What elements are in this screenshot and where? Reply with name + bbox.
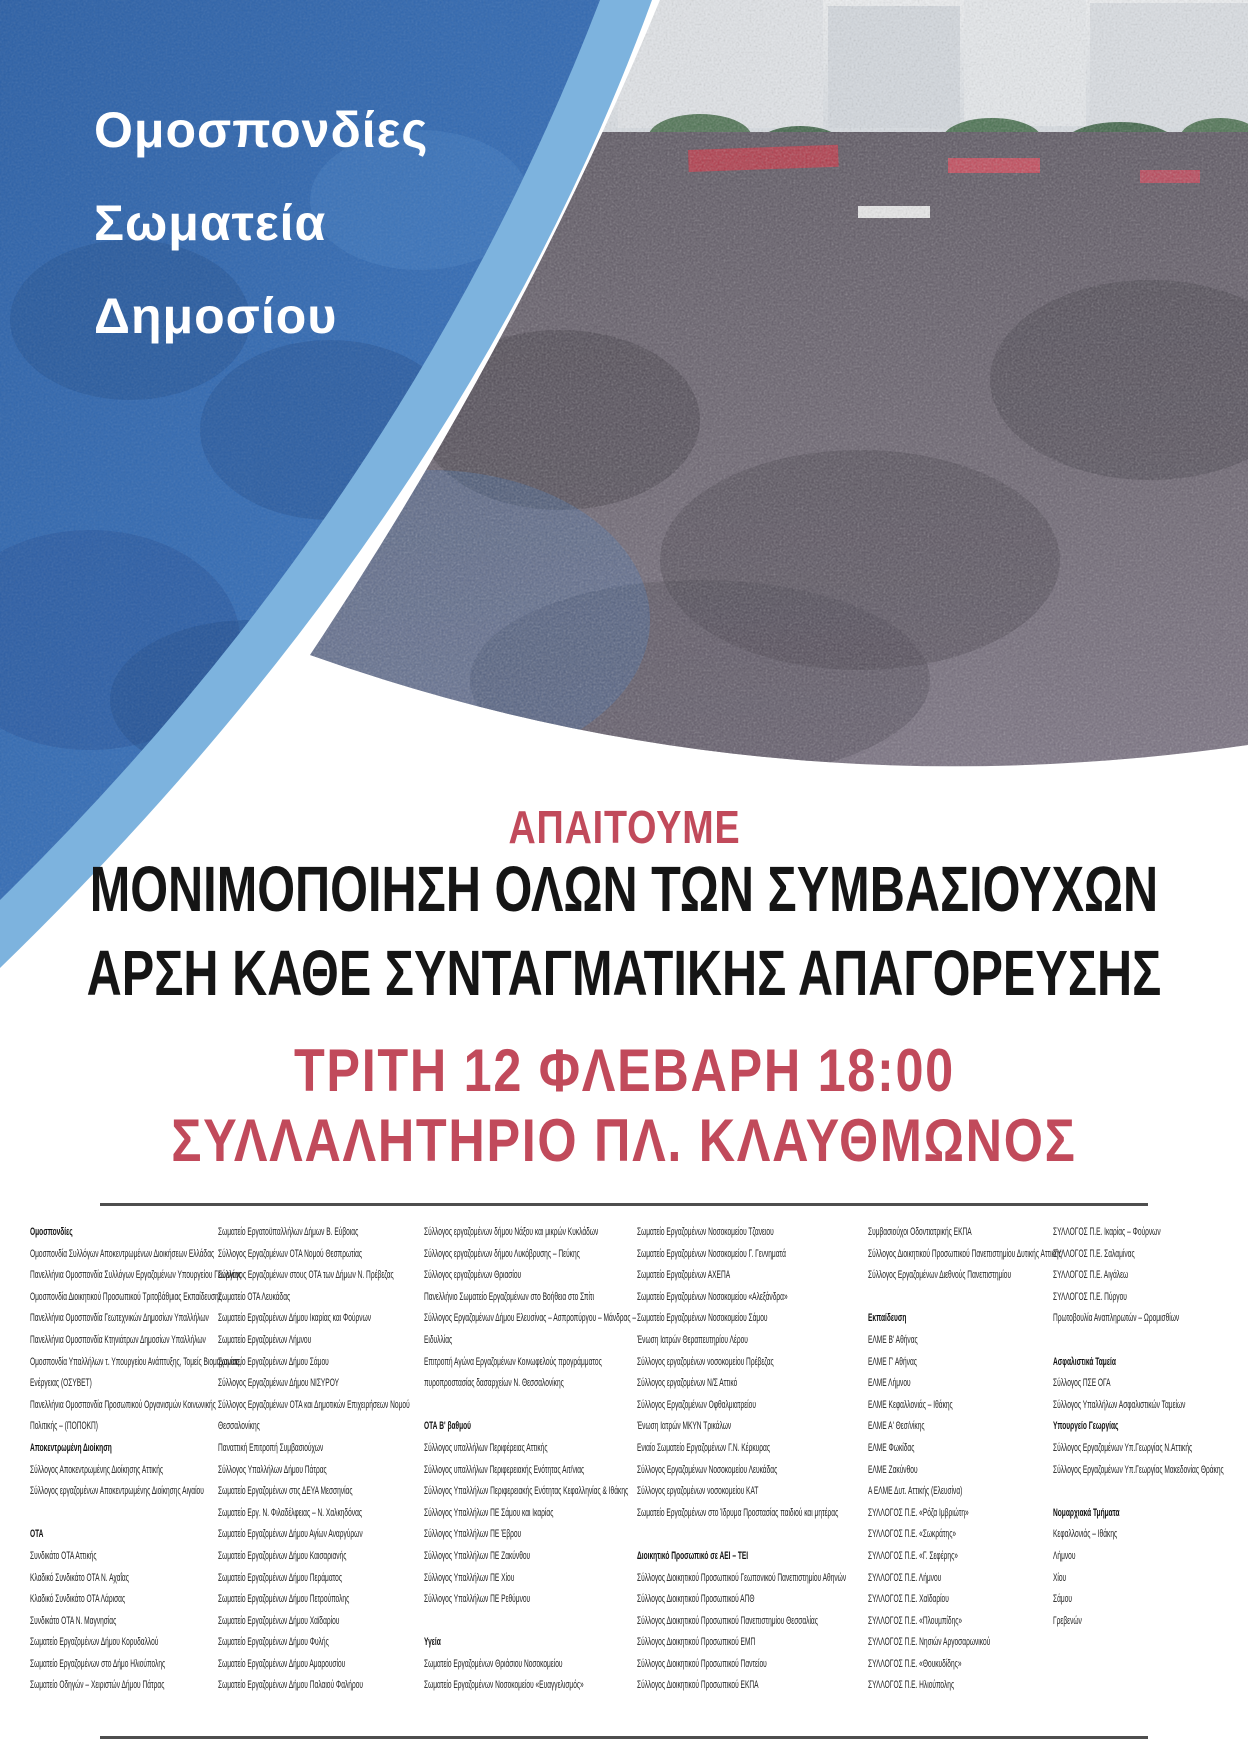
signatory-item: ΣΥΛΛΟΓΟΣ Π.Ε. Χαϊδαρίου bbox=[868, 1593, 949, 1606]
signatory-item: Σύλλογος εργαζομένων δήμου Λυκόβρυσης – Πεύκης bbox=[424, 1247, 580, 1260]
signatory-group-header: Νομαρχιακά Τμήματα bbox=[1053, 1506, 1120, 1519]
brand-line-2: Σωματεία bbox=[94, 195, 327, 251]
signatory-item: Επιτροπή Αγώνα Εργαζομένων Κοινωφελούς προγράμματος bbox=[424, 1355, 602, 1368]
signatory-item: ΣΥΛΛΟΓΟΣ Π.Ε. «Σωκράτης» bbox=[868, 1528, 957, 1541]
signatory-item: Σωματείο Εργαζομένων Δήμου Ικαρίας και Φούρνων bbox=[218, 1312, 372, 1325]
signatory-item: Σωματείο Εργαζομένων Νοσοκομείου «Αλεξάνδρα» bbox=[637, 1290, 788, 1303]
signatory-item: Σωματείο Εργαζομένων Λήμνου bbox=[218, 1333, 312, 1346]
signatory-item: Σύλλογος Υπαλλήλων ΠΕ Ρεθύμνου bbox=[424, 1593, 531, 1606]
signatory-item: Ένωση Ιατρών ΜΚΥΝ Τρικάλων bbox=[637, 1420, 732, 1433]
signatory-item: Σύλλογος Υπαλλήλων ΠΕ Χίου bbox=[424, 1571, 515, 1584]
signatory-spacer bbox=[637, 1524, 846, 1546]
signatory-item: ΣΥΛΛΟΓΟΣ Π.Ε. «Ρόζα Ιμβριώτη» bbox=[868, 1506, 969, 1519]
signatory-item: Σύλλογος ΠΣΕ ΟΓΑ bbox=[1053, 1377, 1111, 1390]
signatory-item: Ενέργειας (ΟΣΥΒΕΤ) bbox=[30, 1377, 92, 1390]
signatory-item: Σωματείο Εργαζομένων Δήμου Αμαρουσίου bbox=[218, 1657, 346, 1670]
signatory-item: Σύλλογος Υπαλλήλων ΠΕ Σάμου και Ικαρίας bbox=[424, 1506, 554, 1519]
signatory-item: Σύλλογος Εργαζομένων Υπ.Γεωργίας Μακεδονίας Θράκης bbox=[1053, 1463, 1224, 1476]
signatory-spacer bbox=[1053, 1330, 1224, 1352]
signatory-item: Πανελλήνια Ομοσπονδία Γεωτεχνικών Δημοσίων Υπαλλήλων bbox=[30, 1312, 209, 1325]
signatory-item: πυροπροστασίας δασαρχείων Ν. Θεσσαλονίκης bbox=[424, 1377, 564, 1390]
signatory-item: Σωματείο Εργαζομένων Δήμου Χαϊδαρίου bbox=[218, 1614, 340, 1627]
signatory-item: Σύλλογος Υπαλλήλων ΠΕ Έβρου bbox=[424, 1528, 522, 1541]
signatory-item: Σωματείο Οδηγών – Χειριστών Δήμου Πάτρας bbox=[30, 1679, 165, 1692]
signatory-item: Σύλλογος Αποκεντρωμένης Διοίκησης Αττικής bbox=[30, 1463, 164, 1476]
signatory-item: Σύλλογος υπαλλήλων Περιφέρειας Αττικής bbox=[424, 1441, 548, 1454]
signatory-item: Ομοσπονδία Υπαλλήλων τ. Υπουργείου Ανάπτυξης, Τομείς Βιομηχανίας, bbox=[30, 1355, 242, 1368]
signatory-item: Σύλλογος εργαζομένων Ν/Σ Αττικό bbox=[637, 1377, 738, 1390]
signatory-item: Πανελλήνια Ομοσπονδία Συλλόγων Εργαζομένων Υπουργείου Γεωργίας bbox=[30, 1269, 242, 1282]
signatory-item: Σύλλογος εργαζομένων Αποκεντρωμένης Διοίκησης Αιγαίου bbox=[30, 1485, 204, 1498]
signatory-item: ΕΛΜΕ Κεφαλλονιάς – Ιθάκης bbox=[868, 1398, 953, 1411]
signatory-item: Σύλλογος Διοικητικού Προσωπικού Γεωπονικού Πανεπιστημίου Αθηνών bbox=[637, 1571, 847, 1584]
signatory-item: Συμβασιούχοι Οδοντιατρικής ΕΚΠΑ bbox=[868, 1226, 972, 1238]
signatory-item: ΣΥΛΛΟΓΟΣ Π.Ε. Ικαρίας – Φούρνων bbox=[1053, 1226, 1161, 1238]
signatory-group-header: ΟΤΑ Β' βαθμού bbox=[424, 1420, 472, 1433]
signatory-item: Κλαδικό Συνδικάτο ΟΤΑ Λάρισας bbox=[30, 1593, 126, 1606]
signatory-item: Σωματείο Εργαζομένων Νοσοκομείου Γ. Γεννηματά bbox=[637, 1247, 786, 1260]
signatory-group-header: Υπουργείο Γεωργίας bbox=[1053, 1420, 1119, 1433]
signatory-group-header: Εκπαίδευση bbox=[868, 1312, 907, 1325]
signatory-item: Σωματείο Εργαζομένων Δήμου Καισαριανής bbox=[218, 1549, 347, 1562]
event-datetime: ΤΡΙΤΗ 12 ΦΛΕΒΑΡΗ 18:00 bbox=[293, 1037, 955, 1104]
signatory-item: Γρεβενών bbox=[1053, 1614, 1082, 1627]
signatory-group-header: Ασφαλιστικά Ταμεία bbox=[1053, 1355, 1116, 1368]
divider-rule-top bbox=[100, 1203, 1148, 1206]
signatory-column-6 bbox=[1053, 1222, 1224, 1632]
signatory-item: Σύλλογος Διοικητικού Προσωπικού ΑΠΘ bbox=[637, 1593, 755, 1606]
signatory-item: ΣΥΛΛΟΓΟΣ Π.Ε. «Γ. Σεφέρης» bbox=[868, 1549, 958, 1562]
signatory-item: Σύλλογος Εργαζομένων ΟΤΑ Νομού Θεσπρωτίας bbox=[218, 1247, 363, 1260]
signatory-item: Σωματείο Εργαζομένων στο Ίδρυμα Προστασίας παιδιού και μητέρας bbox=[637, 1506, 839, 1519]
signatory-item: Σωματείο Εργαζομένων Νοσοκομείου «Ευαγγελισμός» bbox=[424, 1679, 584, 1692]
signatory-item: Παναττική Επιτροπή Συμβασιούχων bbox=[218, 1441, 324, 1454]
signatory-item: Σύλλογος Υπαλλήλων Περιφερειακής Ενότητας Κεφαλληνίας & Ιθάκης bbox=[424, 1485, 629, 1498]
demand-label: ΑΠΑΙΤΟΥΜΕ bbox=[508, 801, 740, 853]
brand-line-3: Δημοσίου bbox=[94, 288, 338, 344]
signatory-spacer bbox=[1053, 1481, 1224, 1503]
signatory-item: ΕΛΜΕ Β' Αθήνας bbox=[868, 1333, 918, 1346]
signatory-item: Σωματείο Εργαζομένων Δήμου Αγίων Αναργύρων bbox=[218, 1528, 363, 1541]
signatory-item: Σωματείο Εργατοϋπαλλήλων Δήμων Β. Εύβοιας bbox=[218, 1226, 359, 1238]
signatory-item: Πολιτικής – (ΠΟΠΟΚΠ) bbox=[30, 1420, 99, 1433]
headline-line-2: ΑΡΣΗ ΚΑΘΕ ΣΥΝΤΑΓΜΑΤΙΚΗΣ ΑΠΑΓΟΡΕΥΣΗΣ bbox=[86, 937, 1162, 1009]
signatory-item: Ειδυλλίας bbox=[424, 1333, 453, 1346]
signatory-item: Σύλλογος Εργαζομένων ΟΤΑ και Δημοτικών Επιχειρήσεων Νομού bbox=[218, 1398, 410, 1411]
signatory-column-3 bbox=[424, 1222, 636, 1697]
signatory-item: Σύλλογος Διοικητικού Προσωπικού Παντείου bbox=[637, 1657, 767, 1670]
signatory-item: Σύλλογος εργαζομένων δήμου Νάξου και μικρών Κυκλάδων bbox=[424, 1226, 599, 1238]
signatory-item: Σύλλογος εργαζομένων νοσοκομείου Πρέβεζας bbox=[637, 1355, 774, 1368]
signatory-item: Ένωση Ιατρών Θεραπευτηρίου Λέρου bbox=[637, 1333, 748, 1346]
signatory-spacer bbox=[424, 1395, 636, 1417]
signatory-item: Συνδικάτο ΟΤΑ Αττικής bbox=[30, 1549, 97, 1562]
signatory-item: Σύλλογος εργαζομένων νοσοκομείου ΚΑΤ bbox=[637, 1485, 759, 1498]
signatory-item: ΕΛΜΕ Α' Θεσ/νίκης bbox=[868, 1420, 925, 1433]
signatory-item: ΣΥΛΛΟΓΟΣ Π.Ε. Σαλαμίνας bbox=[1053, 1247, 1135, 1260]
signatory-item: Κλαδικό Συνδικάτο ΟΤΑ Ν. Αχαΐας bbox=[30, 1571, 129, 1584]
signatory-item: Σωματείο Εργαζομένων Δήμου Κορυδαλλού bbox=[30, 1636, 159, 1649]
signatory-item: Σύλλογος Εργαζομένων Δήμου ΝΙΣΥΡΟΥ bbox=[218, 1377, 340, 1390]
signatory-item: ΣΥΛΛΟΓΟΣ Π.Ε. Πύργου bbox=[1053, 1290, 1127, 1303]
signatory-item: Σωματείο Εργαζομένων Νοσοκομείου Σάμου bbox=[637, 1312, 768, 1325]
signatory-item: Λήμνου bbox=[1053, 1549, 1076, 1562]
signatory-item: Πρωτοβουλία Αναπληρωτών – Ωρομισθίων bbox=[1053, 1312, 1180, 1325]
signatory-item: Σύλλογος Υπαλλήλων Ασφαλιστικών Ταμείων bbox=[1053, 1398, 1186, 1411]
headline-line-1: ΜΟΝΙΜΟΠΟΙΗΣΗ ΟΛΩΝ ΤΩΝ ΣΥΜΒΑΣΙΟΥΧΩΝ bbox=[89, 853, 1159, 925]
signatory-spacer bbox=[868, 1287, 1062, 1309]
signatory-item: Σωματείο Εργαζομένων Δήμου Περάματος bbox=[218, 1571, 343, 1584]
signatory-item: Σύλλογος Υπαλλήλων ΠΕ Ζακύνθου bbox=[424, 1549, 531, 1562]
signatory-item: Σωματείο Εργαζομένων Θριάσιου Νοσοκομείου bbox=[424, 1657, 563, 1670]
signatory-item: Σωματείο ΟΤΑ Λευκάδας bbox=[218, 1290, 291, 1303]
signatory-item: ΕΛΜΕ Φωκίδας bbox=[868, 1441, 915, 1454]
signatory-column-5 bbox=[868, 1222, 1062, 1697]
signatory-item: Σωματείο Εργαζομένων στο Δήμο Ηλιούπολης bbox=[30, 1657, 166, 1670]
signatory-item: ΣΥΛΛΟΓΟΣ Π.Ε. «Θουκυδίδης» bbox=[868, 1657, 962, 1670]
signatory-item: Σωματείο Εργαζομένων στις ΔΕΥΑ Μεσσηνίας bbox=[218, 1485, 353, 1498]
signatory-item: Σωματείο Εργαζομένων Δήμου Παλαιού Φαλήρου bbox=[218, 1679, 364, 1692]
event-location: ΣΥΛΛΑΛΗΤΗΡΙΟ ΠΛ. ΚΛΑΥΘΜΩΝΟΣ bbox=[171, 1107, 1077, 1174]
signatory-item: ΣΥΛΛΟΓΟΣ Π.Ε. Ηλιούπολης bbox=[868, 1679, 955, 1692]
signatory-item: Σύλλογος Εργαζομένων στους ΟΤΑ των Δήμων Ν. Πρέβεζας bbox=[218, 1269, 394, 1282]
signatory-item: Ενιαίο Σωματείο Εργαζομένων Γ.Ν. Κέρκυρας bbox=[637, 1441, 771, 1454]
signatory-item: Σύλλογος Εργαζομένων Δήμου Ελευσίνας – Ασπροπύργου – Μάνδρας – bbox=[424, 1312, 637, 1325]
signatory-item: Α ΕΛΜΕ Δυτ. Αττικής (Ελευσίνα) bbox=[868, 1485, 963, 1498]
signatory-item: Σύλλογος Εργαζομένων Υπ.Γεωργίας Ν.Αττικής bbox=[1053, 1441, 1193, 1454]
signatory-item: Σύλλογος Διοικητικού Προσωπικού ΕΜΠ bbox=[637, 1636, 756, 1649]
signatory-item: Πανελλήνια Ομοσπονδία Κτηνιάτρων Δημοσίων Υπαλλήλων bbox=[30, 1333, 206, 1346]
signatory-group-header: Αποκεντρωμένη Διοίκηση bbox=[30, 1441, 112, 1454]
signatory-item: Ομοσπονδία Διοικητικού Προσωπικού Τριτοβάθμιας Εκπαίδευσης bbox=[30, 1290, 222, 1303]
signatory-item: Κεφαλλονιάς – Ιθάκης bbox=[1053, 1528, 1118, 1541]
brand-line-1: Ομοσπονδίες bbox=[94, 102, 429, 158]
signatory-item: Σύλλογος Εργαζομένων Νοσοκομείου Λευκάδας bbox=[637, 1463, 778, 1476]
signatory-item: Σύλλογος Διοικητικού Προσωπικού ΕΚΠΑ bbox=[637, 1679, 759, 1692]
signatory-spacer bbox=[30, 1503, 241, 1525]
signatory-column-4 bbox=[637, 1222, 846, 1697]
signatory-item: Σωματείο Εργαζομένων Δήμου Πετρούπολης bbox=[218, 1593, 350, 1606]
signatory-item: ΕΛΜΕ Λήμνου bbox=[868, 1377, 911, 1390]
signatory-item: Σωματείο Εργ. Ν. Φιλαδέλφειας – Ν. Χαλκηδόνας bbox=[218, 1506, 363, 1519]
signatory-item: Σωματείο Εργαζομένων ΑΧΕΠΑ bbox=[637, 1269, 731, 1282]
signatory-item: ΕΛΜΕ Γ' Αθήνας bbox=[868, 1355, 917, 1368]
brand-text bbox=[94, 84, 428, 363]
signatories-list bbox=[0, 1222, 1248, 1722]
signatory-spacer bbox=[424, 1611, 636, 1633]
signatory-group-header: Διοικητικό Προσωπικό σε ΑΕΙ – ΤΕΙ bbox=[637, 1549, 749, 1562]
signatory-item: ΕΛΜΕ Ζακύνθου bbox=[868, 1463, 918, 1476]
signatory-item: Πανελλήνια Ομοσπονδία Προσωπικού Οργανισμών Κοινωνικής bbox=[30, 1398, 216, 1411]
divider-rule-bottom bbox=[100, 1736, 1148, 1739]
signatory-item: Χίου bbox=[1053, 1571, 1067, 1584]
signatory-column-2 bbox=[218, 1222, 410, 1697]
signatory-item: Πανελλήνιο Σωματείο Εργαζομένων στο Βοήθεια στο Σπίτι bbox=[424, 1290, 594, 1303]
signatory-group-header: ΟΤΑ bbox=[30, 1528, 44, 1541]
signatory-item: Σωματείο Εργαζομένων Δήμου Φυλής bbox=[218, 1636, 329, 1649]
signatory-item: Σωματείο Εργαζομένων Νοσοκομείου Τζανειου bbox=[637, 1226, 774, 1238]
signatory-item: Σύλλογος Εργαζομένων Διεθνούς Πανεπιστημίου bbox=[868, 1269, 1012, 1282]
signatory-item: Θεσσαλονίκης bbox=[218, 1420, 260, 1433]
signatory-item: ΣΥΛΛΟΓΟΣ Π.Ε. Λήμνου bbox=[868, 1571, 942, 1584]
signatory-item: Σύλλογος εργαζομένων Θριασίου bbox=[424, 1269, 522, 1282]
signatory-item: Σάμου bbox=[1053, 1593, 1072, 1606]
signatory-item: Σωματείο Εργαζομένων Δήμου Σάμου bbox=[218, 1355, 329, 1368]
signatory-item: Σύλλογος Εργαζομένων Οφθαλμιατρείου bbox=[637, 1398, 756, 1411]
signatory-group-header: Ομοσπονδίες bbox=[30, 1226, 73, 1238]
signatory-column-1 bbox=[30, 1222, 241, 1697]
signatory-item: Σύλλογος Διοικητικού Προσωπικού Πανεπιστημίου Θεσσαλίας bbox=[637, 1614, 818, 1627]
signatory-item: ΣΥΛΛΟΓΟΣ Π.Ε. Αιγάλεω bbox=[1053, 1269, 1129, 1282]
signatory-item: Σύλλογος Διοικητικού Προσωπικού Πανεπιστημίου Δυτικής Αττικής bbox=[868, 1247, 1062, 1260]
signatory-item: ΣΥΛΛΟΓΟΣ Π.Ε. «Πλουμπίδης» bbox=[868, 1614, 963, 1627]
signatory-item: Σύλλογος Υπαλλήλων Δήμου Πάτρας bbox=[218, 1463, 327, 1476]
signatory-item: Σύλλογος υπαλλήλων Περιφερειακής Ενότητας Αιτ/νιας bbox=[424, 1463, 585, 1476]
signatory-group-header: Υγεία bbox=[424, 1636, 441, 1649]
signatory-item: Ομοσπονδία Συλλόγων Αποκεντρωμένων Διοικήσεων Ελλάδας bbox=[30, 1247, 215, 1260]
signatory-item: ΣΥΛΛΟΓΟΣ Π.Ε. Νησιών Αργοσαρωνικού bbox=[868, 1636, 991, 1649]
signatory-item: Συνδικάτο ΟΤΑ Ν. Μαγνησίας bbox=[30, 1614, 117, 1627]
